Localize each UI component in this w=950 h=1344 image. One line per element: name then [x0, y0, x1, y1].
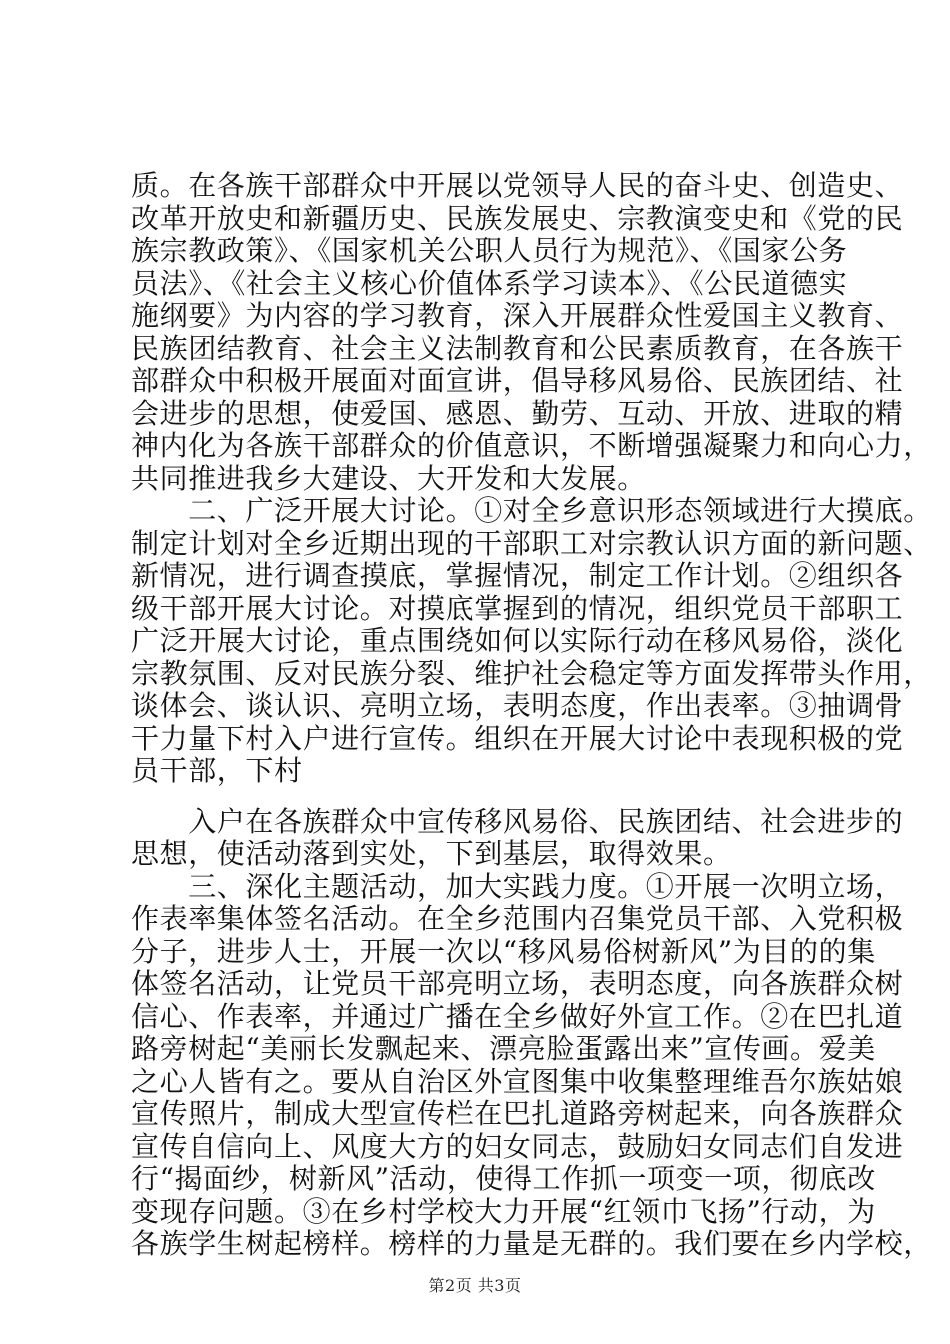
- text-line: 各族学生树起榜样。榜样的力量是无群的。我们要在乡内学校，: [131, 1227, 932, 1260]
- text-line: 谈体会、谈认识、亮明立场，表明态度，作出表率。③抽调骨: [131, 689, 904, 722]
- text-line: 广泛开展大讨论，重点围绕如何以实际行动在移风易俗，淡化: [131, 624, 904, 657]
- text-line: 宣传自信向上、风度大方的妇女同志，鼓励妇女同志们自发进: [131, 1129, 904, 1163]
- text-line: 宗教氛围、反对民族分裂、维护社会稳定等方面发挥带头作用，: [131, 656, 932, 690]
- text-line: 思想，使活动落到实处，下到基层，取得效果。: [131, 837, 732, 870]
- page-footer: [0, 1276, 950, 1296]
- text-line: 部群众中积极开展面对面宣讲，倡导移风易俗、民族团结、社: [131, 364, 904, 397]
- paragraph-gap: [131, 788, 835, 806]
- text-line: 族宗教政策》、《国家机关公职人员行为规范》、《国家公务: [131, 234, 848, 267]
- text-line: 之心人皆有之。要从自治区外宣图集中收集整理维吾尔族姑娘: [131, 1064, 904, 1098]
- text-line: 二、广泛开展大讨论。①对全乡意识形态领域进行大摸底。: [131, 494, 932, 527]
- text-line: 级干部开展大讨论。对摸底掌握到的情况，组织党员干部职工: [131, 591, 904, 625]
- text-line: 质。在各族干部群众中开展以党领导人民的奋斗史、创造史、: [131, 169, 904, 202]
- text-line: 宣传照片，制成大型宣传栏在巴扎道路旁树起来，向各族群众: [131, 1097, 904, 1130]
- body-text: [131, 169, 932, 1261]
- text-line: 民族团结教育、社会主义法制教育和公民素质教育，在各族干: [131, 331, 904, 365]
- text-line: 员法》、《社会主义核心价值体系学习读本》、《公民道德实: [131, 266, 848, 300]
- text-line: 变现存问题。③在乡村学校大力开展“红领巾飞扬”行动，为: [131, 1194, 876, 1228]
- text-line: 新情况，进行调查摸底，掌握情况，制定工作计划。②组织各: [131, 559, 904, 592]
- text-line: 干力量下村入户进行宣传。组织在开展大讨论中表现积极的党: [131, 721, 904, 755]
- text-line: 体签名活动，让党员干部亮明立场，表明态度，向各族群众树: [131, 967, 904, 1000]
- text-line: 路旁树起“美丽长发飘起来、漂亮脸蛋露出来”宣传画。爱美: [131, 1032, 876, 1065]
- text-line: 制定计划对全乡近期出现的干部职工对宗教认识方面的新问题、: [131, 526, 932, 560]
- text-line: 信心、作表率，并通过广播在全乡做好外宣工作。②在巴扎道: [131, 999, 904, 1033]
- page-number: 第2页 共3页: [428, 1276, 522, 1295]
- text-line: 共同推进我乡大建设、大开发和大发展。: [131, 461, 646, 495]
- text-line: 作表率集体签名活动。在全乡范围内召集党员干部、入党积极: [131, 902, 904, 935]
- text-line: 会进步的思想，使爱国、感恩、勤劳、互动、开放、进取的精: [131, 396, 904, 430]
- text-line: 施纲要》为内容的学习教育，深入开展群众性爱国主义教育、: [131, 299, 904, 332]
- text-line: 行“揭面纱，树新风”活动，使得工作抓一项变一项，彻底改: [131, 1162, 876, 1195]
- text-line: 神内化为各族干部群众的价值意识，不断增强凝聚力和向心力，: [131, 429, 932, 462]
- text-line: 员干部，下村: [131, 754, 303, 787]
- text-line: 入户在各族群众中宣传移风易俗、民族团结、社会进步的: [131, 804, 904, 838]
- text-line: 三、深化主题活动，加大实践力度。①开展一次明立场，: [131, 869, 904, 903]
- text-line: 分子，进步人士，开展一次以“移风易俗树新风”为目的的集: [131, 934, 876, 968]
- text-line: 改革开放史和新疆历史、民族发展史、宗教演变史和《党的民: [131, 201, 904, 235]
